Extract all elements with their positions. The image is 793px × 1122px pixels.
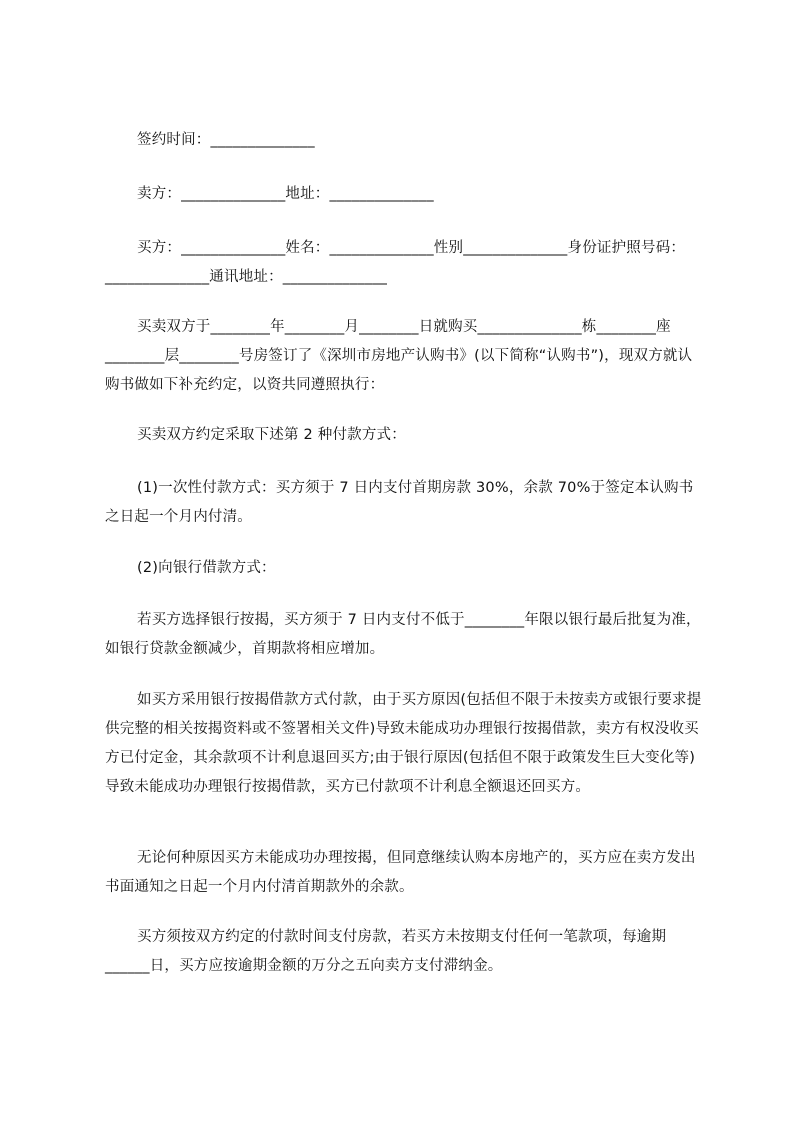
option-1-paragraph: (1)一次性付款方式：买方须于 7 日内支付首期房款 30%，余款 70%于签定本认购书之日起一个月内付清。 [105,480,694,525]
option-2-heading: (2)向银行借款方式： [137,560,276,576]
sign-time-line: 签约时间：______________ [137,132,315,148]
buyer-line: 买方：______________姓名：______________性别______________身份证护照号码：______________通讯地址：______________ [105,240,686,285]
mortgage-paragraph: 若买方选择银行按揭，买方须于 7 日内支付不低于________年限以银行最后批复为准，如银行贷款金额减少，首期款将相应增加。 [105,612,701,657]
seller-line: 卖方：______________地址：______________ [137,186,434,202]
intro-paragraph: 买卖双方于________年________月________日就购买______________栋________座________层________号房签订了《深圳市房地产认购书》(以下简称“认购书”)，现双方就认购书做如下补充约定，以资共同遵照执行： [105,319,693,393]
late-payment-paragraph: 买方须按双方约定的付款时间支付房款，若买方未按期支付任何一笔款项，每逾期______日，买方应按逾期金额的万分之五向卖方支付滞纳金。 [105,929,667,974]
failure-paragraph: 如买方采用银行按揭借款方式付款，由于买方原因(包括但不限于未按卖方或银行要求提供完整的相关按揭资料或不签署相关文件)导致未能成功办理银行按揭借款，卖方有权没收买方已付定金，其余款项不计利息退回买方;由于银行原因(包括但不限于政策发生巨大变化等)导致未能成功办理银行按揭借款，买方已付款项不计利息全额退还回买方。 [105,692,702,795]
payment-choice-paragraph: 买卖双方约定采取下述第 2 种付款方式： [137,427,406,443]
continue-paragraph: 无论何种原因买方未能成功办理按揭，但同意继续认购本房地产的，买方应在卖方发出书面通知之日起一个月内付清首期款外的余款。 [105,850,696,895]
